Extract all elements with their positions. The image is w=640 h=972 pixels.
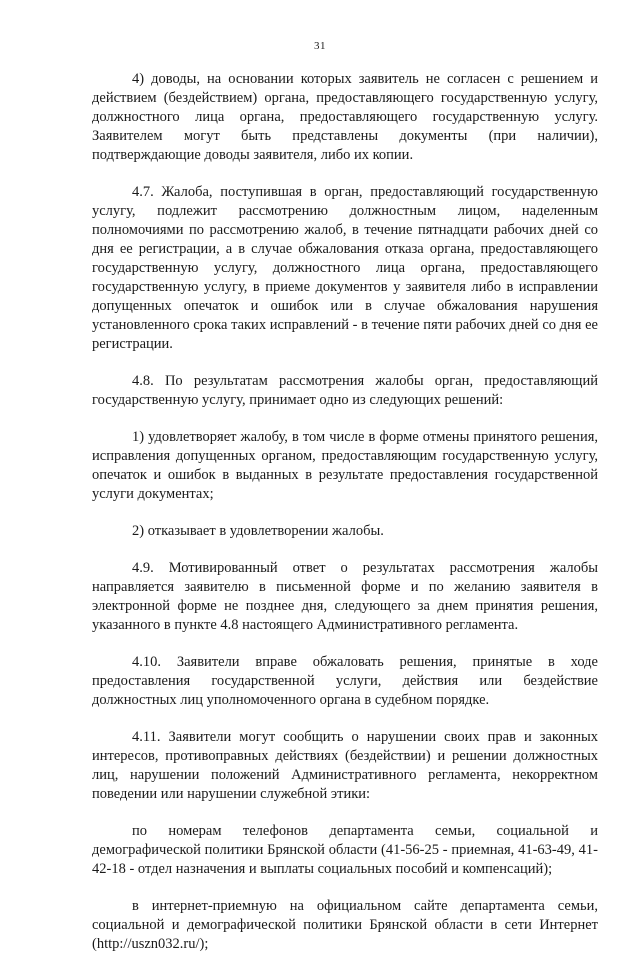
- paragraph-4-8-review-results: 4.8. По результатам рассмотрения жалобы орган, предоставляющий государственную услугу, принимает одно из следующих решений:: [92, 373, 598, 408]
- paragraph-phone-numbers: по номерам телефонов департамента семьи, социальной и демографической политики Брянской области (41-56-25 - приемная, 41-63-49, 41-42-18 - отдел назначения и выплаты социальных пособий и компенсаций);: [92, 823, 598, 877]
- paragraph-satisfy-complaint: 1) удовлетворяет жалобу, в том числе в форме отмены принятого решения, исправления допущенных органом, предоставляющим государственную услугу, опечаток и ошибок в выданных в результате предоставления государственной услуги документах;: [92, 429, 598, 502]
- paragraph-internet-reception: в интернет-приемную на официальном сайте департамента семьи, социальной и демографической политики Брянской области в сети Интернет (http://uszn032.ru/);: [92, 898, 598, 952]
- paragraph-reject-complaint: 2) отказывает в удовлетворении жалобы.: [132, 523, 384, 539]
- document-body: [92, 70, 598, 972]
- page-number: 31: [314, 40, 326, 52]
- paragraph-4-10-judicial-appeal: 4.10. Заявители вправе обжаловать решения, принятые в ходе предоставления государственной услуги, действия или бездействие должностных лиц уполномоченного органа в судебном порядке.: [92, 654, 598, 708]
- paragraph-4-7-review-period: 4.7. Жалоба, поступившая в орган, предоставляющий государственную услугу, подлежит рассмотрению должностным лицом, наделенным полномочиями по рассмотрению жалоб, в течение пятнадцати рабочих дней со дня ее регистрации, а в случае обжалования отказа органа, предоставляющего государственную услугу, должностного лица органа, предоставляющего государственную услугу, в приеме документов у заявителя либо в исправлении допущенных опечаток и ошибок или в случае обжалования нарушения установленного срока таких исправлений - в течение пяти рабочих дней со дня ее регистрации.: [92, 184, 598, 352]
- paragraph-appeal-arguments: 4) доводы, на основании которых заявитель не согласен с решением и действием (бездействием) органа, предоставляющего государственную услугу, должностного лица органа, предоставляющего государственную услугу. Заявителем могут быть представлены документы (при наличии), подтверждающие доводы заявителя, либо их копии.: [92, 71, 598, 163]
- paragraph-4-9-reasoned-reply: 4.9. Мотивированный ответ о результатах рассмотрения жалобы направляется заявителю в письменной форме и по желанию заявителя в электронной форме не позднее дня, следующего за днем принятия решения, указанного в пункте 4.8 настоящего Административного регламента.: [92, 560, 598, 633]
- paragraph-4-11-report-violations: 4.11. Заявители могут сообщить о нарушении своих прав и законных интересов, противоправных действиях (бездействии) и решении должностных лиц, нарушении положений Административного регламента, некорректном поведении или нарушении служебной этики:: [92, 729, 598, 802]
